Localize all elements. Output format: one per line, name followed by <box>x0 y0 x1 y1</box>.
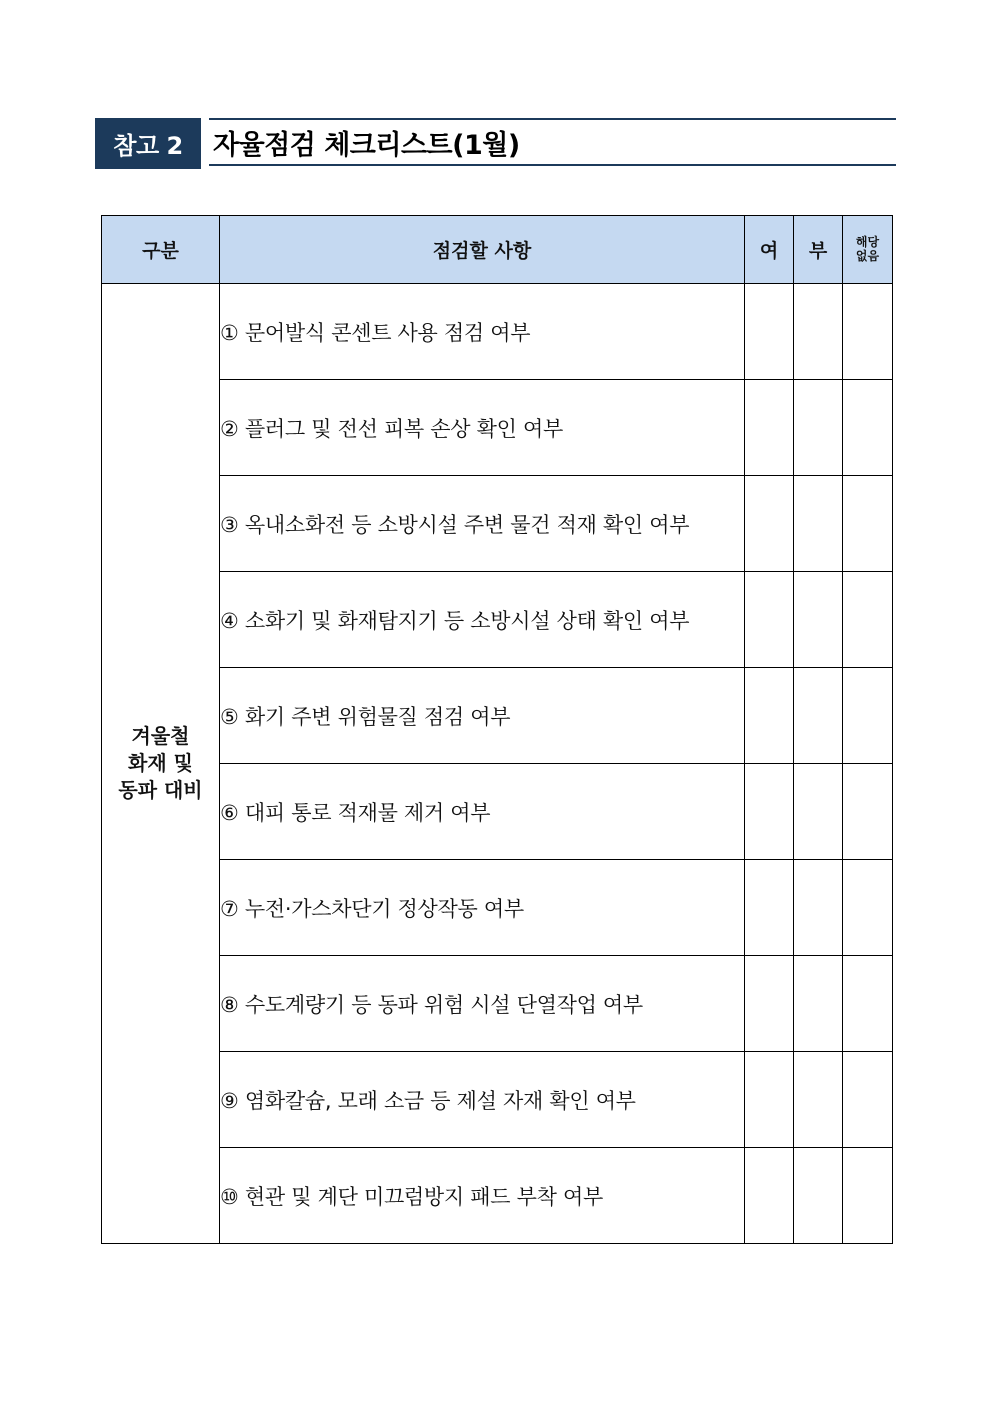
check-na-cell[interactable] <box>843 668 893 764</box>
checklist-item: ⑥ 대피 통로 적재물 제거 여부 <box>220 764 745 860</box>
table-row <box>102 1052 893 1148</box>
section-title <box>95 118 896 170</box>
checklist-item: ⑧ 수도계량기 등 동파 위험 시설 단열작업 여부 <box>220 956 745 1052</box>
check-no-cell[interactable] <box>794 956 843 1052</box>
check-no-cell[interactable] <box>794 1052 843 1148</box>
category-cell <box>102 284 220 1244</box>
checklist-item: ③ 옥내소화전 등 소방시설 주변 물건 적재 확인 여부 <box>220 476 745 572</box>
reference-badge: 참고 2 <box>95 118 201 169</box>
check-no-cell[interactable] <box>794 476 843 572</box>
checklist-item: ② 플러그 및 전선 피복 손상 확인 여부 <box>220 380 745 476</box>
header-item: 점검할 사항 <box>220 216 745 284</box>
check-no-cell[interactable] <box>794 572 843 668</box>
check-yes-cell[interactable] <box>745 1148 794 1244</box>
page-title: 자율점검 체크리스트(1월) <box>213 129 520 161</box>
table-row <box>102 956 893 1052</box>
check-na-cell[interactable] <box>843 380 893 476</box>
category-line3: 동파 대비 <box>118 778 203 802</box>
check-na-cell[interactable] <box>843 572 893 668</box>
checklist-item: ⑨ 염화칼슘, 모래 소금 등 제설 자재 확인 여부 <box>220 1052 745 1148</box>
checklist-table <box>101 215 893 1244</box>
category-line1: 겨울철 <box>131 724 190 748</box>
header-category: 구분 <box>102 216 220 284</box>
table-row <box>102 1148 893 1244</box>
check-na-cell[interactable] <box>843 1148 893 1244</box>
table-row <box>102 476 893 572</box>
table-row <box>102 284 893 380</box>
check-na-cell[interactable] <box>843 956 893 1052</box>
checklist-item: ⑩ 현관 및 계단 미끄럼방지 패드 부착 여부 <box>220 1148 745 1244</box>
check-na-cell[interactable] <box>843 284 893 380</box>
table-row <box>102 572 893 668</box>
check-no-cell[interactable] <box>794 1148 843 1244</box>
checklist-item: ⑦ 누전·가스차단기 정상작동 여부 <box>220 860 745 956</box>
header-yes: 여 <box>745 216 794 284</box>
check-yes-cell[interactable] <box>745 956 794 1052</box>
check-na-cell[interactable] <box>843 764 893 860</box>
check-yes-cell[interactable] <box>745 1052 794 1148</box>
check-yes-cell[interactable] <box>745 668 794 764</box>
checklist-item: ⑤ 화기 주변 위험물질 점검 여부 <box>220 668 745 764</box>
checklist-item: ① 문어발식 콘센트 사용 점검 여부 <box>220 284 745 380</box>
check-yes-cell[interactable] <box>745 764 794 860</box>
check-yes-cell[interactable] <box>745 476 794 572</box>
table-row <box>102 860 893 956</box>
header-na-line2: 없음 <box>855 248 880 263</box>
check-no-cell[interactable] <box>794 380 843 476</box>
title-box <box>209 118 896 166</box>
table-row <box>102 380 893 476</box>
check-yes-cell[interactable] <box>745 572 794 668</box>
category-line2: 화재 및 <box>128 751 193 775</box>
check-no-cell[interactable] <box>794 668 843 764</box>
check-na-cell[interactable] <box>843 860 893 956</box>
table-row <box>102 668 893 764</box>
check-yes-cell[interactable] <box>745 860 794 956</box>
header-not-applicable <box>843 216 893 284</box>
check-na-cell[interactable] <box>843 1052 893 1148</box>
check-no-cell[interactable] <box>794 284 843 380</box>
check-na-cell[interactable] <box>843 476 893 572</box>
table-row <box>102 764 893 860</box>
checklist-item: ④ 소화기 및 화재탐지기 등 소방시설 상태 확인 여부 <box>220 572 745 668</box>
check-yes-cell[interactable] <box>745 284 794 380</box>
check-no-cell[interactable] <box>794 764 843 860</box>
check-yes-cell[interactable] <box>745 380 794 476</box>
header-na-line1: 해당 <box>855 234 880 249</box>
header-no: 부 <box>794 216 843 284</box>
check-no-cell[interactable] <box>794 860 843 956</box>
table-header-row <box>102 216 893 284</box>
